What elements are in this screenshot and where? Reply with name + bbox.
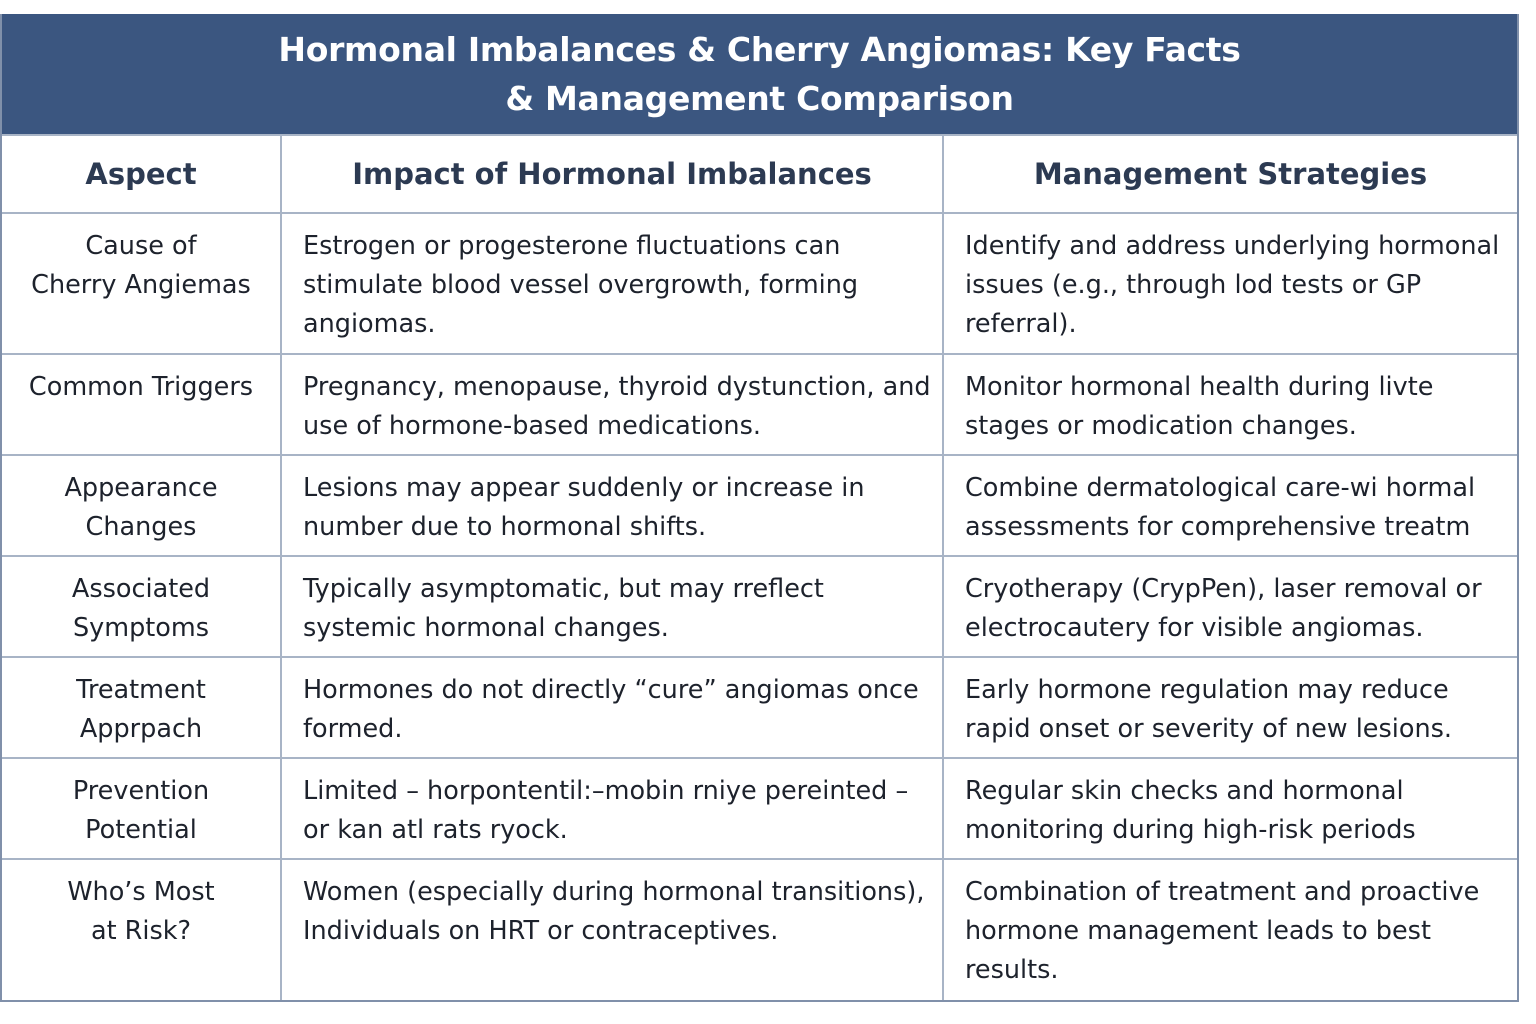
table-row	[2, 556, 1517, 657]
aspect-cell: Who’s Most at Risk?	[2, 859, 281, 1000]
management-cell	[943, 859, 1517, 1000]
aspect-cell: Common Triggers	[2, 354, 281, 455]
impact-text: Women (especially during hormonal transitions), Individuals on HRT or contraceptives.	[303, 877, 925, 946]
impact-text: Pregnancy, menopause, thyroid dystunction, and use of hormone-based medications.	[303, 372, 931, 441]
comparison-table	[2, 134, 1517, 1000]
aspect-cell: Treatment Apprpach	[2, 657, 281, 758]
aspect-cell: Cause of Cherry Angiemas	[2, 213, 281, 354]
impact-cell	[281, 354, 943, 455]
impact-cell	[281, 859, 943, 1000]
impact-cell	[281, 758, 943, 859]
page-title-line-2: & Management Comparison	[505, 79, 1014, 118]
table-header-row	[2, 135, 1517, 213]
table-row	[2, 657, 1517, 758]
management-cell	[943, 455, 1517, 556]
impact-text: Hormones do not directly “cure” angiomas once formed.	[303, 675, 919, 744]
management-cell	[943, 354, 1517, 455]
impact-text: Typically asymptomatic, but may rreflect systemic hormonal changes.	[303, 574, 824, 643]
table-row	[2, 859, 1517, 1000]
column-header-aspect: Aspect	[2, 135, 281, 213]
table-row	[2, 213, 1517, 354]
aspect-cell: Appearance Changes	[2, 455, 281, 556]
table-row	[2, 354, 1517, 455]
aspect-cell: Prevention Potential	[2, 758, 281, 859]
management-cell	[943, 213, 1517, 354]
impact-text: Limited – horpontentil:–mobin rniye pereinted – or kan atl rats ryock.	[303, 776, 909, 845]
management-cell	[943, 556, 1517, 657]
management-text: Monitor hormonal health during livte stages or modication changes.	[965, 372, 1434, 441]
management-cell	[943, 657, 1517, 758]
management-text: Combination of treatment and proactive hormone management leads to best results.	[965, 877, 1480, 985]
impact-cell	[281, 213, 943, 354]
comparison-document	[0, 14, 1519, 1002]
page-title-line-1: Hormonal Imbalances & Cherry Angiomas: Key Facts	[278, 30, 1241, 69]
impact-text: Estrogen or progesterone fluctuations can stimulate blood vessel overgrowth, forming angiomas.	[303, 231, 859, 339]
management-text: Combine dermatological care-wi hormal assessments for comprehensive treatm	[965, 473, 1476, 542]
impact-cell	[281, 556, 943, 657]
title-banner	[2, 14, 1517, 134]
column-header-management: Management Strategies	[943, 135, 1517, 213]
table-row	[2, 758, 1517, 859]
aspect-cell: Associated Symptoms	[2, 556, 281, 657]
management-cell	[943, 758, 1517, 859]
impact-cell	[281, 455, 943, 556]
management-text: Cryotherapy (CrypPen), laser removal or electrocautery for visible angiomas.	[965, 574, 1482, 643]
management-text: Identify and address underlying hormonal issues (e.g., through lod tests or GP referral).	[965, 231, 1500, 339]
management-text: Regular skin checks and hormonal monitoring during high-risk periods	[965, 776, 1416, 845]
management-text: Early hormone regulation may reduce rapid onset or severity of new lesions.	[965, 675, 1453, 744]
column-header-impact: Impact of Hormonal Imbalances	[281, 135, 943, 213]
table-row	[2, 455, 1517, 556]
impact-cell	[281, 657, 943, 758]
impact-text: Lesions may appear suddenly or increase in number due to hormonal shifts.	[303, 473, 865, 542]
